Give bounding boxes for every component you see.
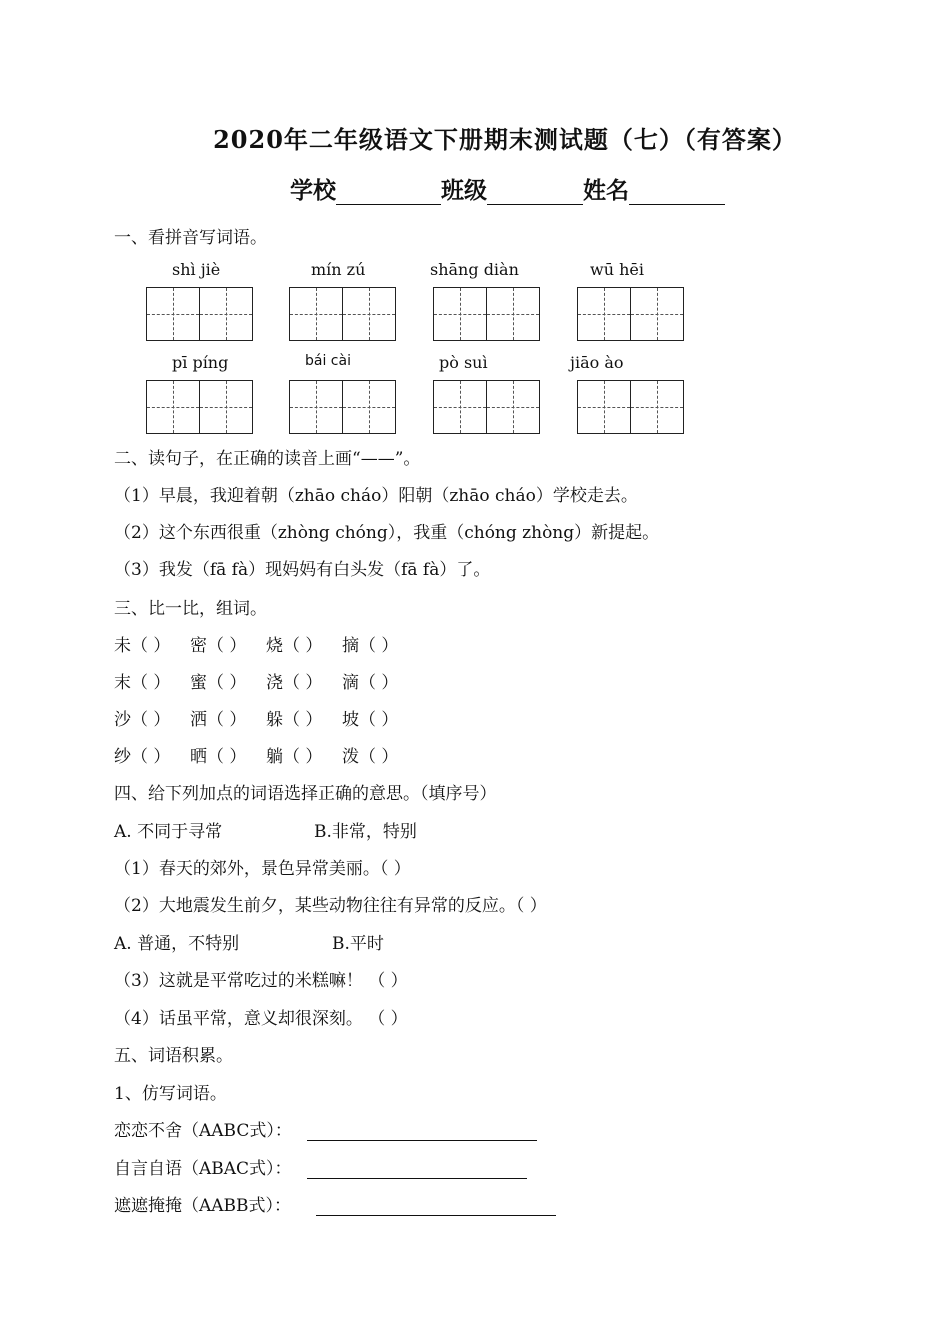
writing-grid[interactable] bbox=[433, 380, 539, 434]
section1-heading: 一、看拼音写词语。 bbox=[114, 228, 267, 248]
option-row bbox=[114, 817, 417, 842]
class-label: 班级 bbox=[441, 177, 487, 204]
answer-line[interactable] bbox=[307, 1160, 527, 1179]
question-line: （3）我发（fā fà）现妈妈有白头发（fā fà）了。 bbox=[114, 560, 491, 580]
school-blank[interactable] bbox=[336, 180, 441, 205]
pinyin: jiāo ào bbox=[570, 353, 624, 372]
question-line[interactable]: （2）大地震发生前夕，某些动物往往有异常的反应。（ ） bbox=[114, 896, 547, 916]
pinyin: wū hēi bbox=[590, 260, 644, 279]
compare-item[interactable]: 躺（ ） bbox=[266, 747, 323, 767]
pinyin: pò suì bbox=[439, 353, 488, 372]
question-line[interactable]: （1）春天的郊外，景色异常美丽。（ ） bbox=[114, 859, 411, 879]
pinyin: shāng diàn bbox=[430, 260, 519, 279]
writing-grid[interactable] bbox=[289, 380, 395, 434]
name-blank[interactable] bbox=[629, 180, 725, 205]
question-line[interactable]: （4）话虽平常，意义却很深刻。 （ ） bbox=[114, 1009, 408, 1029]
compare-item[interactable]: 躲（ ） bbox=[266, 710, 323, 730]
pinyin: bái cài bbox=[305, 353, 351, 369]
compare-item[interactable]: 滴（ ） bbox=[342, 673, 399, 693]
answer-line[interactable] bbox=[307, 1122, 537, 1141]
compare-item[interactable]: 洒（ ） bbox=[190, 710, 247, 730]
question-line: （2）这个东西很重（zhòng chóng），我重（chóng zhòng）新提起。 bbox=[114, 523, 660, 543]
student-info bbox=[290, 172, 725, 205]
compare-row bbox=[114, 742, 418, 767]
writing-grid[interactable] bbox=[577, 287, 683, 341]
pinyin: pī píng bbox=[172, 353, 229, 372]
imitation-item bbox=[114, 1116, 537, 1141]
option-a: A. 不同于寻常 bbox=[114, 822, 223, 842]
subsection-heading: 1、仿写词语。 bbox=[114, 1084, 227, 1104]
compare-row bbox=[114, 705, 418, 730]
question-line: （1）早晨，我迎着朝（zhāo cháo）阳朝（zhāo cháo）学校走去。 bbox=[114, 486, 638, 506]
compare-item[interactable]: 烧（ ） bbox=[266, 636, 323, 656]
compare-row bbox=[114, 668, 418, 693]
writing-grid[interactable] bbox=[289, 287, 395, 341]
imitation-prompt: 遮遮掩掩（AABB式）： bbox=[114, 1196, 292, 1216]
imitation-item bbox=[114, 1154, 527, 1179]
compare-item[interactable]: 坡（ ） bbox=[342, 710, 399, 730]
imitation-prompt: 恋恋不舍（AABC式）： bbox=[114, 1121, 292, 1141]
question-line[interactable]: （3）这就是平常吃过的米糕嘛！ （ ） bbox=[114, 971, 408, 991]
pinyin: shì jiè bbox=[172, 260, 221, 279]
option-a: A. 普通，不特别 bbox=[114, 934, 240, 954]
compare-item[interactable]: 晒（ ） bbox=[190, 747, 247, 767]
answer-line[interactable] bbox=[316, 1197, 556, 1216]
option-b: B.平时 bbox=[332, 934, 384, 954]
section4-heading: 四、给下列加点的词语选择正确的意思。（填序号） bbox=[114, 784, 497, 804]
option-row bbox=[114, 929, 384, 954]
compare-item[interactable]: 密（ ） bbox=[190, 636, 247, 656]
compare-item[interactable]: 未（ ） bbox=[114, 636, 171, 656]
section5-heading: 五、词语积累。 bbox=[114, 1046, 233, 1066]
compare-item[interactable]: 纱（ ） bbox=[114, 747, 171, 767]
page-title: 2020年二年级语文下册期末测试题（七）（有答案） bbox=[213, 125, 797, 154]
class-blank[interactable] bbox=[487, 180, 583, 205]
compare-item[interactable]: 泼（ ） bbox=[342, 747, 399, 767]
compare-item[interactable]: 摘（ ） bbox=[342, 636, 399, 656]
compare-item[interactable]: 蜜（ ） bbox=[190, 673, 247, 693]
section2-heading: 二、读句子，在正确的读音上画“——”。 bbox=[114, 449, 421, 469]
pinyin: mín zú bbox=[311, 260, 366, 279]
compare-item[interactable]: 浇（ ） bbox=[266, 673, 323, 693]
name-label: 姓名 bbox=[583, 177, 629, 204]
compare-row bbox=[114, 631, 418, 656]
section3-heading: 三、比一比，组词。 bbox=[114, 599, 267, 619]
option-b: B.非常，特别 bbox=[314, 822, 417, 842]
writing-grid[interactable] bbox=[146, 287, 252, 341]
imitation-item bbox=[114, 1191, 556, 1216]
writing-grid[interactable] bbox=[146, 380, 252, 434]
compare-item[interactable]: 末（ ） bbox=[114, 673, 171, 693]
compare-item[interactable]: 沙（ ） bbox=[114, 710, 171, 730]
writing-grid[interactable] bbox=[577, 380, 683, 434]
school-label: 学校 bbox=[290, 177, 336, 204]
imitation-prompt: 自言自语（ABAC式）： bbox=[114, 1159, 292, 1179]
writing-grid[interactable] bbox=[433, 287, 539, 341]
